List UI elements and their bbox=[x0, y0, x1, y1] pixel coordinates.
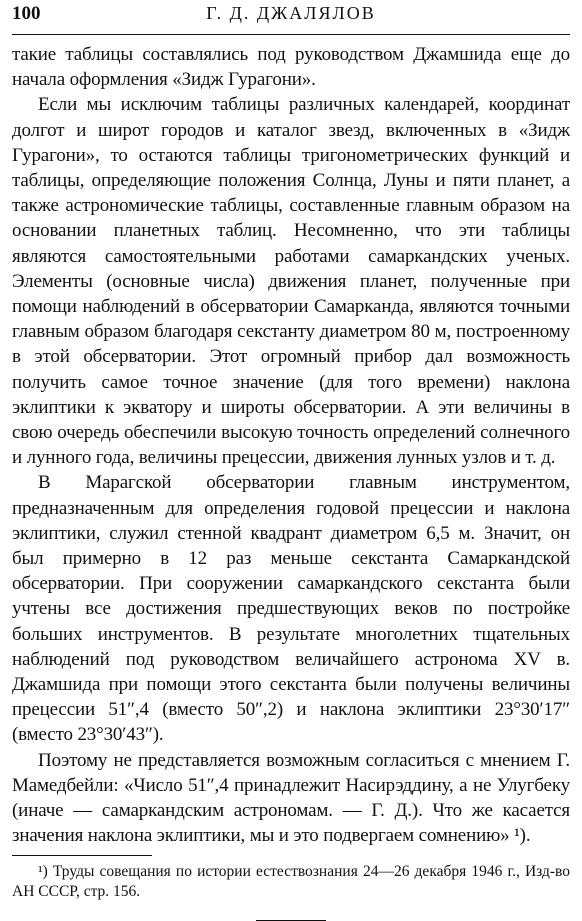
running-head: Г. Д. ДЖАЛЯЛОВ bbox=[206, 3, 376, 23]
paragraph-1: такие таблицы составлялись под руководством Джамшида еще до начала оформления «Зидж Гурагони». bbox=[12, 44, 570, 91]
end-rule bbox=[256, 920, 326, 921]
footnote: ¹) Труды совещания по истории естествознания 24—26 декабря 1946 г., Изд-во АН СССР, стр. 156. bbox=[12, 862, 570, 900]
paragraph-3: В Марагской обсерватории главным инструментом, предназначенным для определения годовой прецессии и наклона эклиптики, служил стенной квадрант диаметром 6,5 м. Значит, он был примерно в 12 раз меньше секстанта Самаркандской обсерватории. При сооружении самаркандского секстанта были учтены все достижения предшествующих веков по постройке больших инструментов. В результате многолетних тщательных наблюдений под руководством величайшего астронома XV в. Джамшида при помощи этого секстанта были получены величины прецессии 51″,4 (вместо 50″,2) и наклона эклиптики 23°30′17″ (вместо 23°30′43″). bbox=[12, 472, 570, 746]
paragraph-4: Поэтому не представляется возможным согласиться с мнением Г. Мамедбейли: «Число 51″,4 принадлежит Насирэддину, а не Улугбеку (иначе — самаркандским астрономам. — Г. Д.). Что же касается значения наклона эклиптики, мы и это подвергаем сомнению» ¹). bbox=[12, 749, 570, 847]
page-number: 100 bbox=[12, 3, 41, 24]
paragraph-2: Если мы исключим таблицы различных календарей, координат долгот и широт городов и каталог звезд, включенных в «Зидж Гурагони», то остаются таблицы тригонометрических функций и таблицы, определяющие положения Солнца, Луны и пяти планет, а также астрономические таблицы, составленные главным образом на основании планетных таблиц. Несомненно, что эти таблицы являются самостоятельными работами самаркандских ученых. Элементы (основные числа) движения планет, полученные при помощи наблюдений в обсерватории Самарканда, являются точными главным образом благодаря секстанту диаметром 80 м, построенному в этой обсерватории. Этот огромный прибор дал возможность получить самое точное значение (для того времени) наклона эклиптики к экватору и широты обсерватории. А эти величины в свою очередь обеспечили высокую точность определений солнечного и лунного года, величины прецессии, движения лунных узлов и т. д. bbox=[12, 94, 570, 469]
footnote-rule bbox=[12, 855, 152, 856]
page-header bbox=[12, 0, 570, 35]
body-text bbox=[12, 42, 570, 849]
